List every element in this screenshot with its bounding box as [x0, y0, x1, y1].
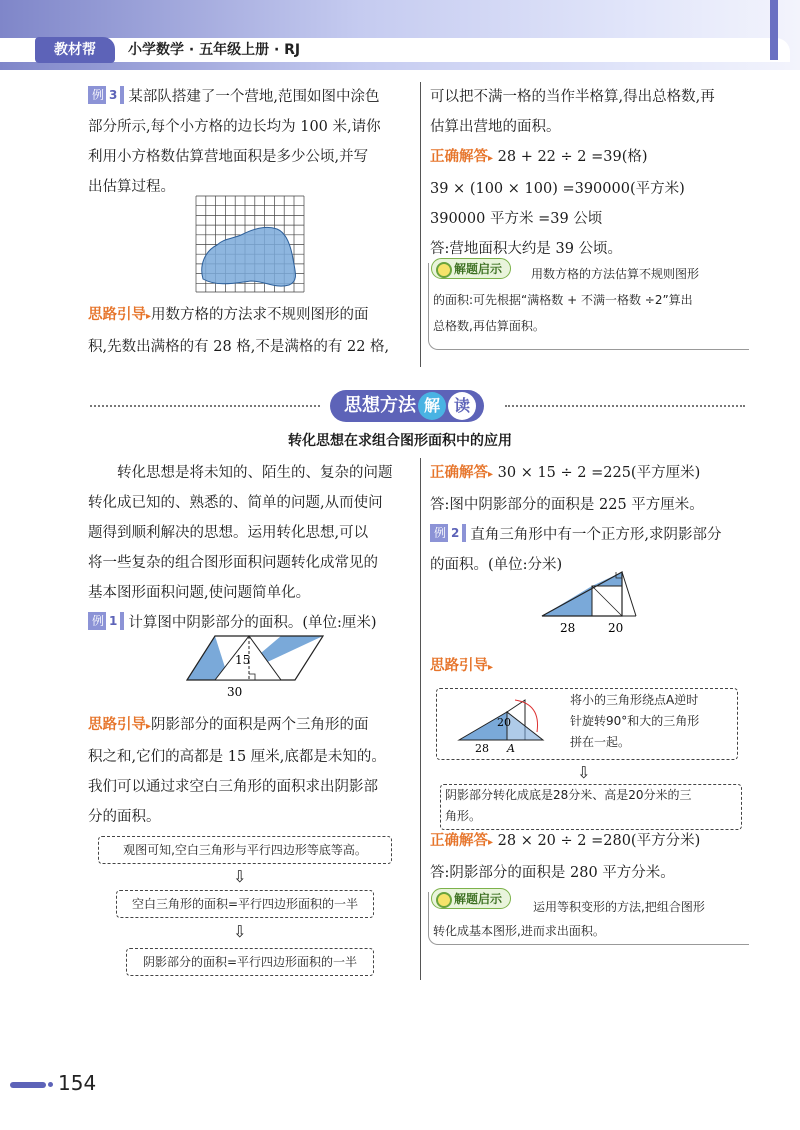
- tip2-badge: 解题启示: [431, 888, 511, 909]
- intro-line-5: 基本图形面积问题,使问题简单化。: [88, 585, 311, 601]
- conclusion-line-2: 角形。: [445, 809, 482, 823]
- tip3-badge: 解题启示: [431, 258, 511, 279]
- solution3-cont-1: 可以把不满一格的当作半格算,得出总格数,再: [430, 89, 715, 105]
- solution3-answer-3: 390000 平方米 =39 公顷: [430, 211, 603, 227]
- rotation-note: [570, 690, 699, 753]
- tip2-box: [428, 892, 749, 945]
- example1-tag: 例 1: [88, 612, 124, 630]
- example3-hint: [88, 300, 413, 362]
- hint1-line-4: 分的面积。: [88, 809, 161, 825]
- intro-line-3: 题得到顺利解决的思想。运用转化思想,可以: [88, 525, 369, 541]
- example3-line-3: 利用小方格数估算营地面积是多少公顷,并写: [88, 149, 369, 165]
- rot-label-A: A: [507, 742, 515, 754]
- flow-step-1: 观图可知,空白三角形与平行四边形等底等高。: [98, 836, 392, 864]
- intro-line-4: 将一些复杂的组合图形面积问题转化成常见的: [88, 555, 378, 571]
- answer3-label: 正确解答▸: [430, 149, 494, 165]
- answer1-label: 正确解答▸: [430, 465, 494, 481]
- hint2-label-wrap: [430, 654, 493, 675]
- example2-tag: 例 2: [430, 524, 466, 542]
- hint1-label: 思路引导▸: [88, 717, 152, 733]
- example3-line-4: 出估算过程。: [88, 179, 175, 195]
- page-edge-tab: [770, 0, 778, 60]
- tip2-line-2: 转化成基本图形,进而求出面积。: [433, 924, 605, 938]
- flow-arrow-1: ⇩: [233, 867, 247, 886]
- example3-line-1: 例 3 某部队搭建了一个营地,范围如图中涂色: [88, 82, 413, 112]
- solution3-cont-2: 估算出营地的面积。: [430, 119, 561, 135]
- hint3-line-2: 积,先数出满格的有 28 格,不是满格的有 22 格,: [88, 339, 390, 355]
- tip3-line-2: 的面积:可先根据“满格数 + 不满一格数 ÷2”算出: [433, 293, 693, 307]
- tip3-line-3: 总格数,再估算面积。: [433, 319, 545, 333]
- example3-tag: 例 3: [88, 86, 124, 104]
- hint2-label: 思路引导▸: [430, 658, 494, 674]
- rotation-note-2: 针旋转90°和大的三角形: [570, 714, 700, 728]
- book-title: 小学数学 · 五年级上册 · RJ: [128, 42, 301, 58]
- hint3-label: 思路引导▸: [88, 307, 152, 323]
- left-length-label: 28: [560, 621, 576, 635]
- column-divider-bottom: [420, 458, 421, 980]
- intro-line-2: 转化成已知的、熟悉的、简单的问题,从而使问: [88, 495, 383, 511]
- example1-hint: [88, 710, 413, 832]
- solution3-answer-1: 正确解答▸ 28 + 22 ÷ 2 =39(格): [430, 149, 648, 165]
- solution3-answer-4: 答:营地面积大约是 39 公顷。: [430, 241, 623, 257]
- example3-block: [88, 82, 413, 202]
- example1-line: 例 1 计算图中阴影部分的面积。(单位:厘米): [88, 608, 413, 638]
- section-badge-du: 读: [448, 392, 476, 420]
- answer2-label: 正确解答▸: [430, 833, 494, 849]
- intro-line-1: 转化思想是将未知的、陌生的、复杂的问题: [117, 465, 393, 481]
- height-label: 15: [235, 653, 251, 667]
- tip3-box: [428, 263, 749, 350]
- hint1-line-1: 思路引导▸阴影部分的面积是两个三角形的面: [88, 717, 369, 733]
- example3-solution: [430, 82, 755, 264]
- answer1-line-2: 答:图中阴影部分的面积是 225 平方厘米。: [430, 497, 704, 513]
- example2-solution: [430, 826, 755, 888]
- conclusion-line-1: 阴影部分转化成底是28分米、高是20分米的三: [445, 788, 692, 802]
- rotation-note-1: 将小的三角形绕点A逆时: [570, 693, 699, 707]
- tip3-line-1: 用数方格的方法估算不规则图形: [531, 267, 700, 281]
- hint3-line-1: 思路引导▸用数方格的方法求不规则图形的面: [88, 307, 369, 323]
- base-label: 30: [227, 685, 243, 698]
- flow-step-3: 阴影部分的面积=平行四边形面积的一半: [126, 948, 374, 976]
- parallelogram-figure: [185, 634, 325, 698]
- section-dots-right: [505, 405, 745, 407]
- rotation-figure: [455, 694, 555, 754]
- camp-grid-figure: [195, 195, 305, 293]
- flow-step-2: 空白三角形的面积=平行四边形面积的一半: [116, 890, 374, 918]
- answer1-line-1: 正确解答▸ 30 × 15 ÷ 2 =225(平方厘米): [430, 465, 701, 481]
- section-dots-left: [90, 405, 320, 407]
- solution3-answer-2: 39 × (100 × 100) =390000(平方米): [430, 181, 685, 197]
- footer-bar: [10, 1082, 46, 1088]
- example1-solution: [430, 458, 755, 580]
- section-badge-jie: 解: [418, 392, 446, 420]
- flow-arrow-2: ⇩: [233, 922, 247, 941]
- rotation-arrow: ⇩: [577, 763, 591, 782]
- hint1-line-2: 积之和,它们的高都是 15 厘米,底都是未知的。: [88, 749, 386, 765]
- rotation-note-3: 拼在一起。: [570, 735, 631, 749]
- tip2-line-1: 运用等积变形的方法,把组合图形: [533, 900, 705, 914]
- example3-line-2: 部分所示,每个小方格的边长均为 100 米,请你: [88, 119, 381, 135]
- triangle-square-figure: [540, 570, 650, 636]
- rot-label-28: 28: [475, 742, 489, 754]
- page-number: 154: [58, 1071, 97, 1095]
- hint1-line-3: 我们可以通过求空白三角形的面积求出阴影部: [88, 779, 378, 795]
- column-divider-top: [420, 82, 421, 367]
- brand-label: 教材帮: [35, 37, 115, 63]
- answer2-line-2: 答:阴影部分的面积是 280 平方分米。: [430, 865, 675, 881]
- example2-line-1: 例 2 直角三角形中有一个正方形,求阴影部分: [430, 520, 755, 550]
- answer2-line-1: 正确解答▸ 28 × 20 ÷ 2 =280(平方分米): [430, 833, 701, 849]
- footer-dot: [48, 1082, 53, 1087]
- right-length-label: 20: [608, 621, 624, 635]
- conclusion-box: [440, 784, 742, 830]
- header-ribbon: [0, 38, 790, 62]
- method-intro: [88, 458, 413, 638]
- section-subtitle: 转化思想在求组合图形面积中的应用: [288, 433, 512, 449]
- section-banner: 思想方法 解 读: [330, 390, 484, 422]
- example2-line-2: 的面积。(单位:分米): [430, 557, 563, 573]
- rot-label-20: 20: [497, 716, 511, 729]
